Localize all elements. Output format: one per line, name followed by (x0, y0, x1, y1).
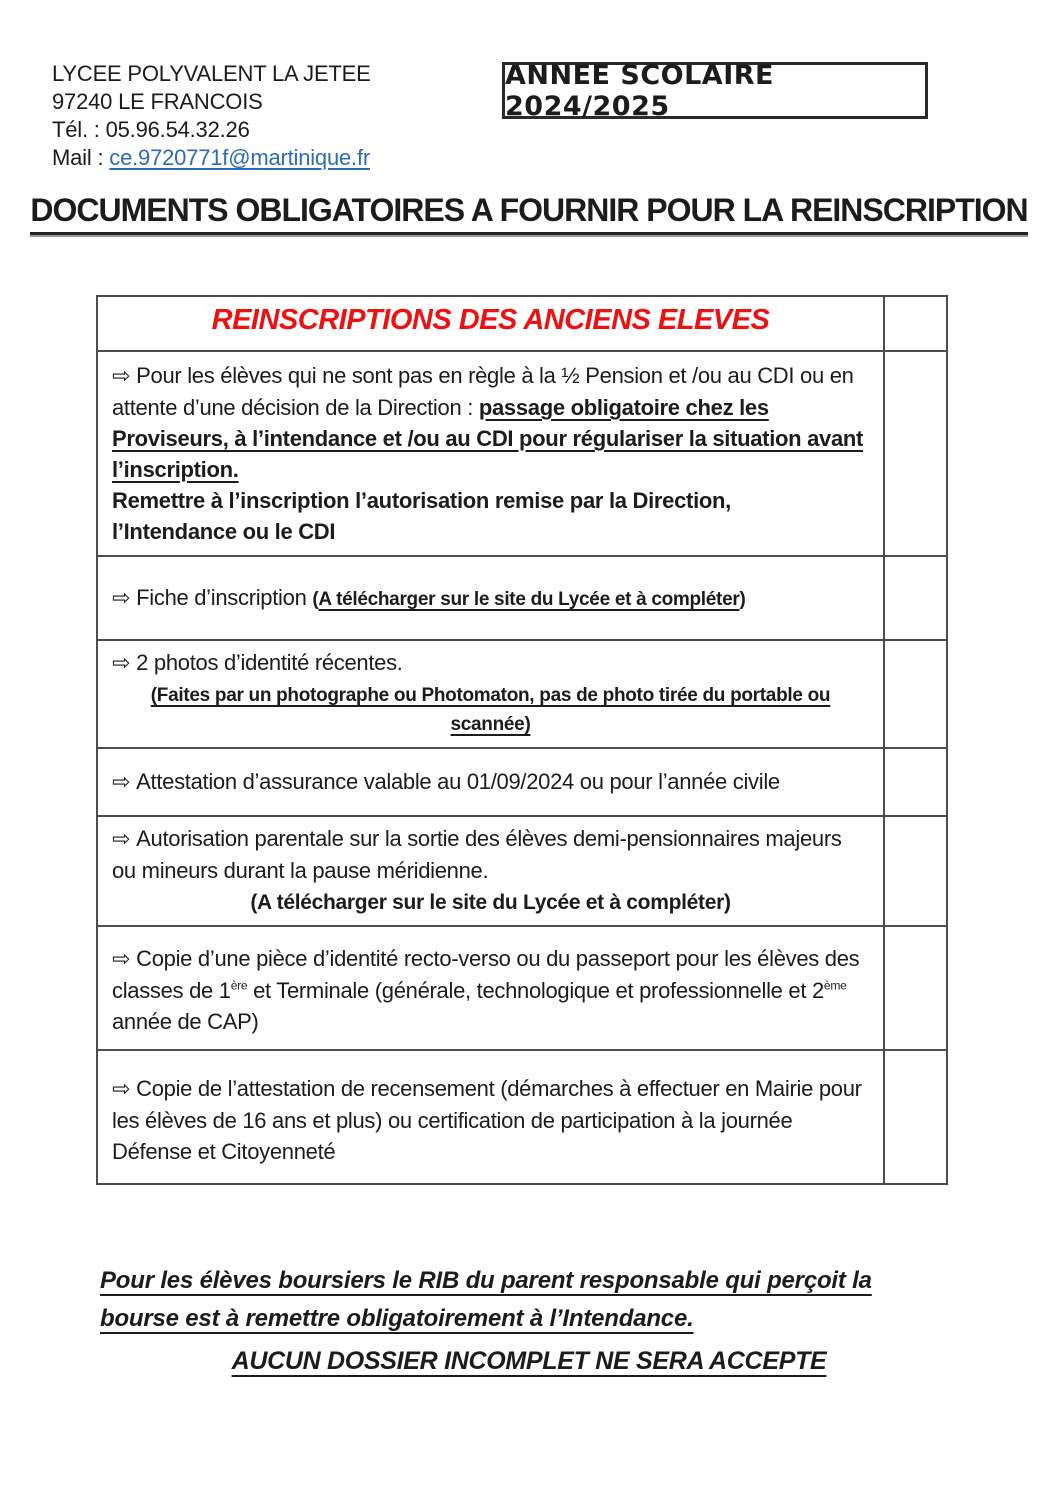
incomplete-file-warning: AUCUN DOSSIER INCOMPLET NE SERA ACCEPTE (231, 1347, 827, 1375)
check-cell (884, 816, 947, 926)
pension-bold-line2: Remettre à l’inscription l’autorisation remise par la Direction, (112, 488, 731, 513)
school-mail-line (52, 144, 371, 172)
row-recensement-text (97, 1050, 884, 1184)
pension-bold-underline-text: passage obligatoire chez les Proviseurs, à l’intendance et /ou au CDI pour régulariser la situation avant l’inscription. (112, 395, 864, 482)
table-row-identite (97, 926, 947, 1050)
table-row-photos (97, 640, 947, 748)
autorisation-note-text: (A télécharger sur le site du Lycée et à compléter) (250, 891, 731, 914)
photos-plain-text: 2 photos d’identité récentes. (136, 650, 403, 675)
pension-plain-text: Pour les élèves qui ne sont pas en règle à la ½ Pension et /ou au CDI ou en attente d’une décision de la Direction : (112, 363, 854, 420)
right-arrow-icon: ⇨ (112, 827, 131, 852)
right-arrow-icon: ⇨ (112, 586, 131, 611)
school-city: 97240 LE FRANCOIS (52, 89, 263, 114)
letterhead (52, 60, 371, 172)
right-arrow-icon: ⇨ (112, 770, 131, 795)
right-arrow-icon: ⇨ (112, 364, 131, 389)
school-phone: Tél. : 05.96.54.32.26 (52, 117, 250, 142)
fiche-paren-close: ) (739, 589, 746, 610)
table-row-recensement (97, 1050, 947, 1184)
fiche-bold-underline-text: A télécharger sur le site du Lycée et à compléter (318, 589, 740, 610)
row-autorisation-text (97, 816, 884, 926)
check-cell (884, 351, 947, 556)
identite-text-part2: et Terminale (générale, technologique et professionnelle et 2 (247, 978, 824, 1003)
row-fiche-text (97, 556, 884, 640)
identite-ordinal-2: ème (823, 978, 847, 993)
table-row-pension (97, 351, 947, 556)
row-identite-text (97, 926, 884, 1050)
pension-bold-line3: l’Intendance ou le CDI (112, 519, 336, 544)
recensement-plain-text: Copie de l’attestation de recensement (démarches à effectuer en Mairie pour les élèves de 16 ans et plus) ou certification de participation à la journée Défense et Citoyenneté (112, 1076, 862, 1164)
right-arrow-icon: ⇨ (112, 651, 131, 676)
photos-note-text: (Faites par un photographe ou Photomaton, pas de photo tirée du portable ou scannée) (150, 685, 831, 735)
check-cell (884, 640, 947, 748)
mail-label: Mail : (52, 145, 110, 170)
check-cell (884, 556, 947, 640)
school-year-box (502, 59, 928, 122)
fiche-plain-text: Fiche d’inscription (136, 585, 313, 610)
right-arrow-icon: ⇨ (112, 1077, 131, 1102)
school-year-label: ANNEE SCOLAIRE 2024/2025 (505, 59, 774, 122)
fiche-paren-open: ( (312, 589, 319, 610)
school-name: LYCEE POLYVALENT LA JETEE (52, 61, 371, 86)
check-cell (884, 926, 947, 1050)
table-header-row (97, 296, 947, 351)
mail-link[interactable]: ce.9720771f@martinique.fr (109, 145, 370, 170)
assurance-plain-text: Attestation d’assurance valable au 01/09/2024 ou pour l’année civile (136, 769, 780, 794)
identite-ordinal-1: ère (230, 978, 248, 993)
boursiers-note: Pour les élèves boursiers le RIB du parent responsable qui perçoit la bourse est à remettre obligatoirement à l’Intendance. (100, 1267, 872, 1332)
table-row-assurance (97, 748, 947, 816)
table-header-title: REINSCRIPTIONS DES ANCIENS ELEVES (97, 296, 884, 351)
page-title (0, 192, 1058, 235)
row-pension-text (97, 351, 884, 556)
documents-table (96, 295, 948, 1185)
identite-text-part3: année de CAP) (112, 1009, 259, 1034)
row-assurance-text (97, 748, 884, 816)
page-title-text: DOCUMENTS OBLIGATOIRES A FOURNIR POUR LA REINSCRIPTION (30, 192, 1027, 235)
right-arrow-icon: ⇨ (112, 947, 131, 972)
table-row-fiche (97, 556, 947, 640)
identite-text-part1: Copie d’une pièce d’identité recto-verso ou du passeport pour les élèves des classes de 1 (112, 946, 860, 1003)
check-cell (884, 296, 947, 351)
check-cell (884, 748, 947, 816)
row-photos-text (97, 640, 884, 748)
autorisation-plain-text: Autorisation parentale sur la sortie des élèves demi-pensionnaires majeurs ou mineurs durant la pause méridienne. (112, 826, 842, 883)
check-cell (884, 1050, 947, 1184)
table-row-autorisation (97, 816, 947, 926)
